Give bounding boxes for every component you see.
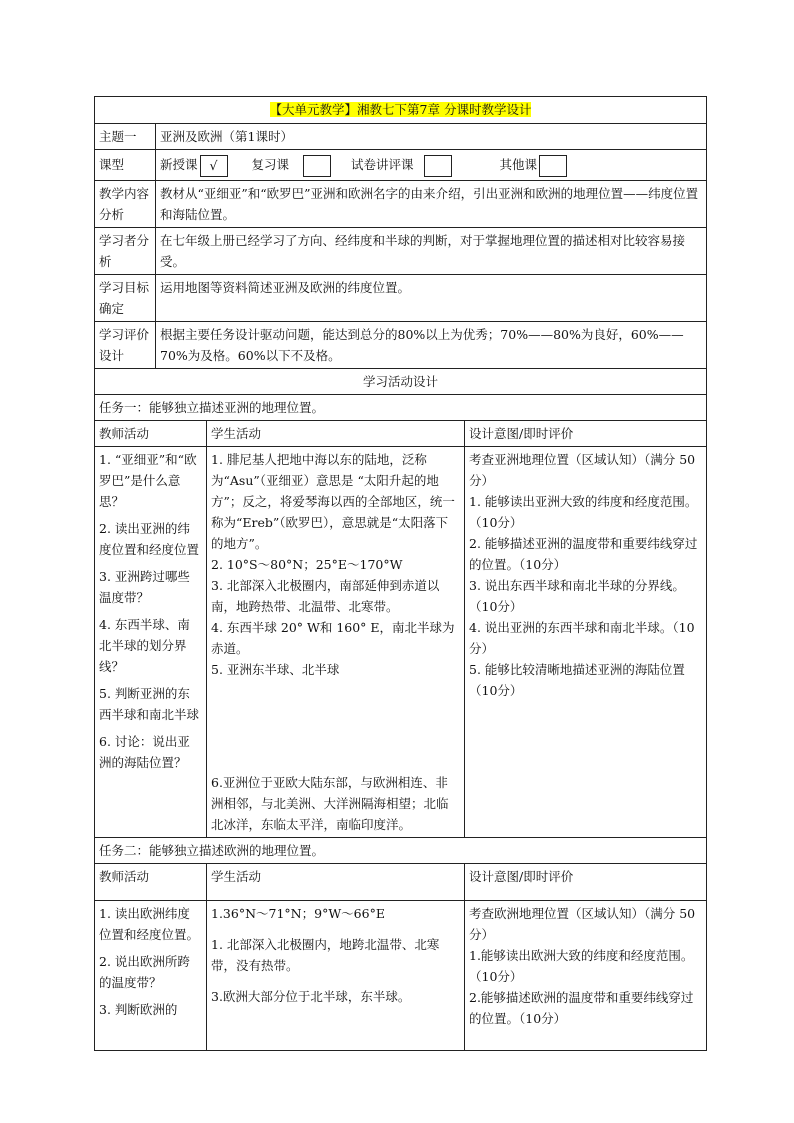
task1-design-item: 考查亚洲地理位置（区域认知）（满分 50分） [469, 452, 696, 488]
task1-header-row [95, 421, 707, 447]
lesson-type-options [156, 150, 707, 181]
lesson-plan-page [94, 96, 706, 1051]
type-new-checkbox[interactable]: √ [200, 155, 228, 177]
task2-design-item: 1.能够读出欧洲大致的纬度和经度范围。（10分） [469, 948, 694, 984]
task1-teacher-item: 3. 亚洲跨过哪些温度带？ [99, 569, 190, 605]
learner-analysis-value: 在七年级上册已经学习了方向、经纬度和半球的判断，对于掌握地理位置的描述相对比较容易接受。 [156, 228, 707, 275]
task1-student-item: 1. 腓尼基人把地中海以东的陆地，泛称为“Asu”（亚细亚）意思是 “太阳升起的地方”；反之，将爱琴海以西的全部地区，统一称为“Ereb”（欧罗巴），意思就是“太阳落下的地方”。 [211, 452, 455, 551]
task2-design-item: 考查欧洲地理位置（区域认知）（满分 50分） [469, 906, 696, 942]
task1-content-row [95, 447, 707, 838]
theme-value: 亚洲及欧洲（第1课时） [156, 124, 707, 150]
task2-design-evaluation [465, 901, 707, 1051]
lesson-type-row [95, 150, 707, 181]
theme-row [95, 124, 707, 150]
task1-design-item: 5. 能够比较清晰地描述亚洲的海陆位置（10分） [469, 662, 685, 698]
type-other-label: 其他课 [499, 157, 538, 172]
content-analysis-label: 教学内容分析 [95, 181, 156, 228]
task1-design-item: 3. 说出东西半球和南北半球的分界线。（10分） [469, 578, 685, 614]
task2-teacher-item: 3. 判断欧洲的 [99, 1002, 178, 1017]
content-analysis-value: 教材从“亚细亚”和“欧罗巴”亚洲和欧洲名字的由来介绍，引出亚洲和欧洲的地理位置——纬度位置和海陆位置。 [156, 181, 707, 228]
task2-header-row [95, 864, 707, 901]
task2-teacher-item: 2. 说出欧洲所跨的温度带？ [99, 954, 190, 990]
task1-teacher-item: 2. 读出亚洲的纬度位置和经度位置 [99, 521, 200, 557]
content-analysis-row [95, 181, 707, 228]
type-exam-checkbox[interactable] [424, 155, 452, 177]
task2-teacher-header: 教师活动 [95, 864, 207, 901]
task1-student-activities [207, 447, 465, 838]
task1-teacher-header: 教师活动 [95, 421, 207, 447]
task2-student-header: 学生活动 [207, 864, 465, 901]
lesson-plan-table [94, 96, 707, 1051]
task1-student-item: 5. 亚洲东半球、北半球 [211, 662, 340, 677]
task1-teacher-activities [95, 447, 207, 838]
evaluation-row [95, 322, 707, 369]
task1-design-item: 1. 能够读出亚洲大致的纬度和经度范围。（10分） [469, 494, 698, 530]
task1-design-item: 4. 说出亚洲的东西半球和南北半球。（10分） [469, 620, 695, 656]
task2-title: 任务二：能够独立描述欧洲的地理位置。 [95, 838, 707, 864]
task2-teacher-item: 1. 读出欧洲纬度位置和经度位置。 [99, 906, 200, 942]
task2-teacher-activities [95, 901, 207, 1051]
learner-analysis-label: 学习者分析 [95, 228, 156, 275]
title-row [95, 97, 707, 124]
type-other-checkbox[interactable] [539, 155, 567, 177]
title-highlight: 【大单元教学】湘教七下第7章 分课时教学设计 [269, 102, 532, 117]
task1-design-header: 设计意图/即时评价 [465, 421, 707, 447]
type-new-label: 新授课 [160, 157, 198, 172]
task2-content-row [95, 901, 707, 1051]
task1-student-item: 6.亚洲位于亚欧大陆东部，与欧洲相连、非洲相邻，与北美洲、大洋洲隔海相望；北临北冰洋，东临太平洋，南临印度洋。 [211, 775, 449, 832]
activity-design-title: 学习活动设计 [95, 369, 707, 395]
type-exam-label: 试卷讲评课 [351, 157, 414, 172]
learner-analysis-row [95, 228, 707, 275]
task1-title: 任务一：能够独立描述亚洲的地理位置。 [95, 395, 707, 421]
task2-student-item: 3.欧洲大部分位于北半球，东半球。 [211, 989, 411, 1004]
task1-student-item: 2. 10°S～80°N；25°E～170°W [211, 557, 403, 572]
learning-goal-row [95, 275, 707, 322]
task1-teacher-item: 6. 讨论：说出亚洲的海陆位置？ [99, 734, 190, 770]
task1-student-header: 学生活动 [207, 421, 465, 447]
document-title [95, 97, 707, 124]
learning-goal-label: 学习目标确定 [95, 275, 156, 322]
task2-student-item: 1.36°N～71°N；9°W～66°E [211, 906, 385, 921]
task1-title-row [95, 395, 707, 421]
task2-student-activities [207, 901, 465, 1051]
task1-design-evaluation [465, 447, 707, 838]
task1-design-item: 2. 能够描述亚洲的温度带和重要纬线穿过的位置。（10分） [469, 536, 698, 572]
task1-teacher-item: 1. “亚细亚”和“欧罗巴”是什么意思？ [99, 452, 197, 509]
activity-title-row [95, 369, 707, 395]
task2-design-header: 设计意图/即时评价 [465, 864, 707, 901]
theme-label: 主题一 [95, 124, 156, 150]
learning-goal-value: 运用地图等资料简述亚洲及欧洲的纬度位置。 [156, 275, 707, 322]
type-review-label: 复习课 [251, 157, 290, 172]
task1-student-item: 4. 东西半球 20° W和 160° E，南北半球为赤道。 [211, 620, 455, 656]
task2-title-row [95, 838, 707, 864]
task2-student-item: 1. 北部深入北极圈内，地跨北温带、北寒带，没有热带。 [211, 937, 440, 973]
type-review-checkbox[interactable] [303, 155, 331, 177]
task2-design-item: 2.能够描述欧洲的温度带和重要纬线穿过的位置。（10分） [469, 990, 694, 1026]
task1-teacher-item: 4. 东西半球、南北半球的划分界线？ [99, 617, 190, 674]
evaluation-value: 根据主要任务设计驱动问题，能达到总分的80%以上为优秀；70%——80%为良好，60%——70%为及格。60%以下不及格。 [156, 322, 707, 369]
task1-student-item: 3. 北部深入北极圈内，南部延伸到赤道以南，地跨热带、北温带、北寒带。 [211, 578, 440, 614]
lesson-type-label: 课型 [95, 150, 156, 181]
task1-teacher-item: 5. 判断亚洲的东西半球和南北半球 [99, 686, 200, 722]
evaluation-label: 学习评价设计 [95, 322, 156, 369]
